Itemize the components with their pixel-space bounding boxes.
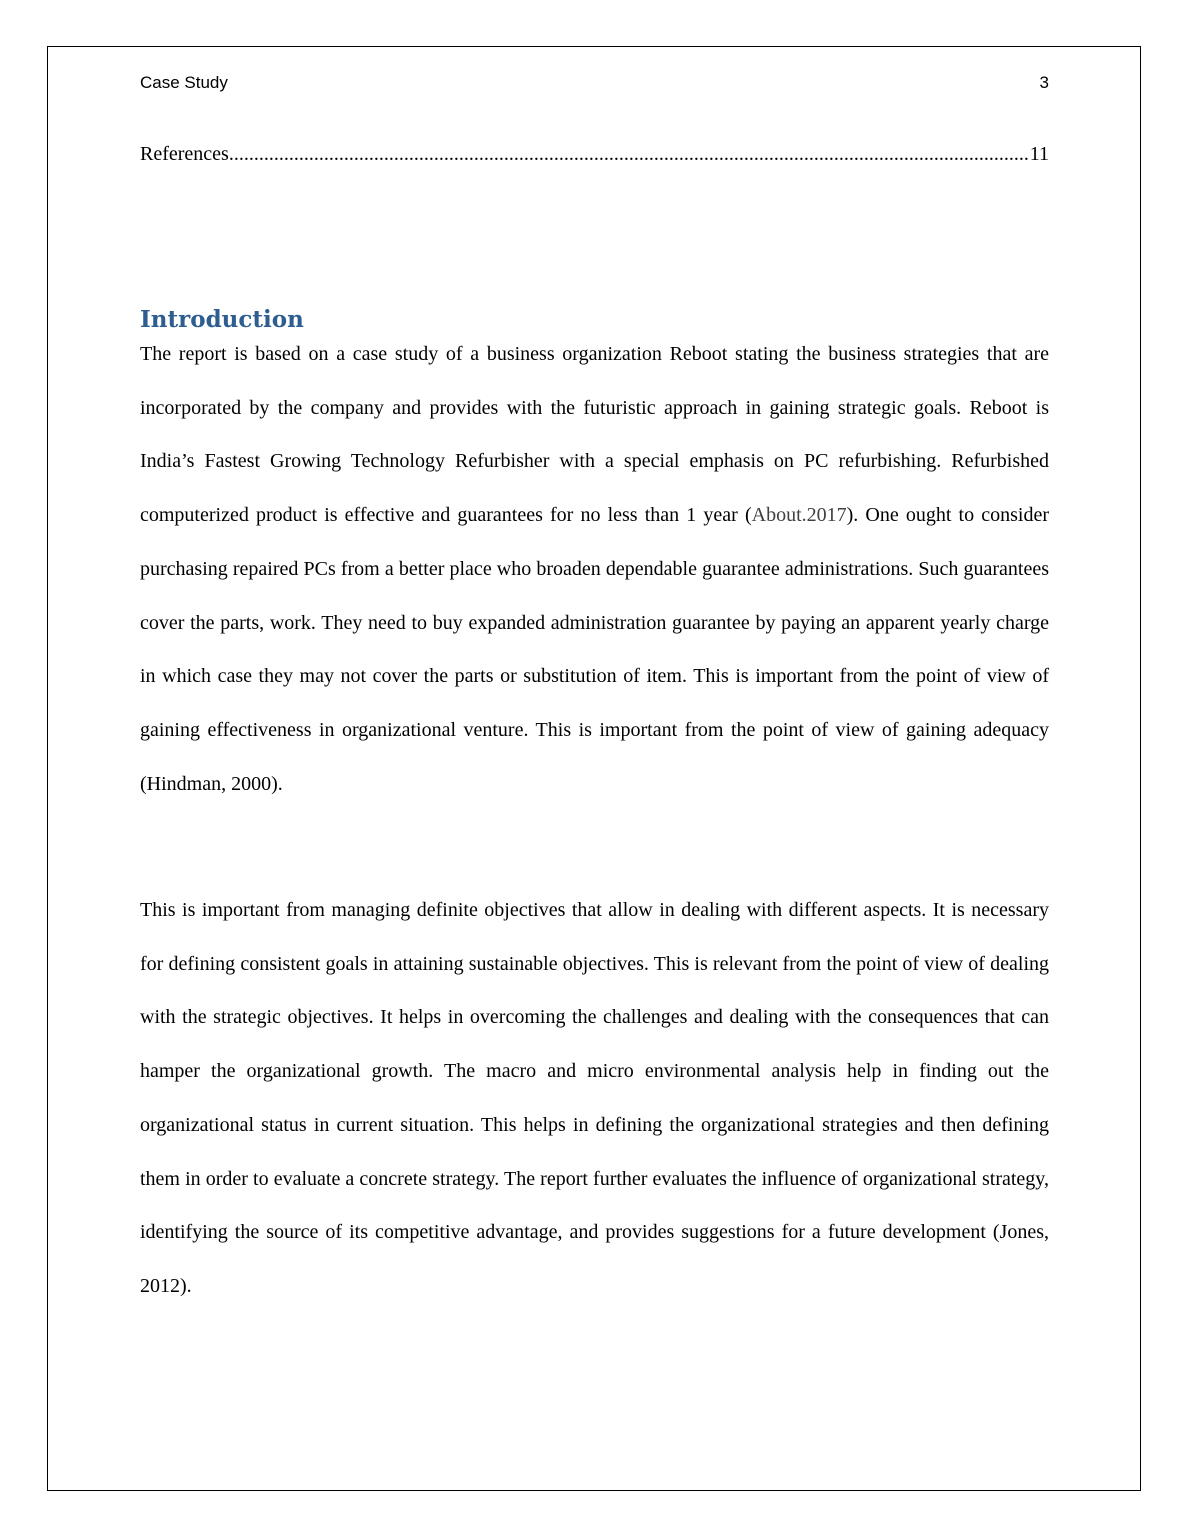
toc-entry-page: 11 (1029, 143, 1049, 165)
body-paragraph-2: This is important from managing definite objectives that allow in dealing with different aspects. It is necessary for defining consistent goals in attaining sustainable objectives. This is relevant from the point of view of dealing with the strategic objectives. It helps in overcoming the challenges and dealing with the consequences that can hamper the organizational growth. The macro and micro environmental analysis help in finding out the organizational status in current situation. This helps in defining the organizational strategies and then defining them in order to evaluate a concrete strategy. The report further evaluates the influence of organizational strategy, identifying the source of its competitive advantage, and provides suggestions for a future development (Jones, 2012). (140, 899, 1049, 1297)
section-heading-introduction: Introduction (140, 306, 304, 333)
toc-entry-references[interactable] (140, 141, 1049, 167)
page-number: 3 (1039, 73, 1049, 92)
citation-about-2017: About.2017 (751, 504, 847, 527)
toc-entry-label: References (140, 143, 229, 165)
running-header-title: Case Study (140, 73, 228, 92)
body-paragraph-1 (140, 328, 1049, 811)
paragraph-1-text-b: ). One ought to consider purchasing repaired PCs from a better place who broaden dependable guarantee administrations. Such guarantees cover the parts, work. They need to buy expanded administration guarantee by paying an apparent yearly charge in which case they may not cover the parts or substitution of item. This is important from the point of view of gaining effectiveness in organizational venture. This is important from the point of view of gaining adequacy (Hindman, 2000). (140, 504, 1049, 795)
toc-leader-dots (229, 141, 1030, 167)
paragraph-1-text-a: The report is based on a case study of a business organization Reboot stating the business strategies that are incorporated by the company and provides with the futuristic approach in gaining strategic goals. Reboot is India’s Fastest Growing Technology Refurbisher with a special emphasis on PC refurbishing. Refurbished computerized product is effective and guarantees for no less than 1 year ( (140, 343, 1049, 527)
